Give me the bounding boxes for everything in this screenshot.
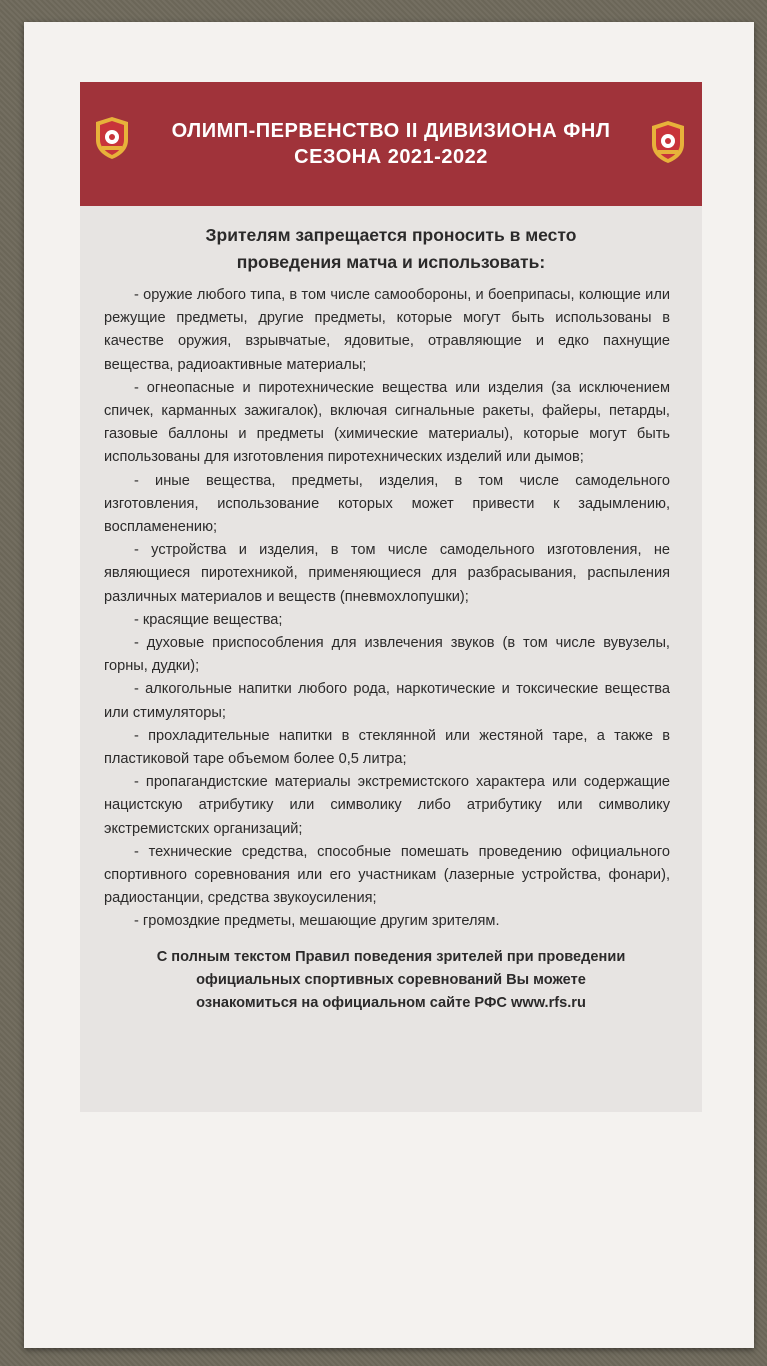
title-line-1: ОЛИМП-ПЕРВЕНСТВО II ДИВИЗИОНА ФНЛ bbox=[171, 120, 611, 142]
rules-panel bbox=[80, 82, 702, 1112]
list-item: - иные вещества, предметы, изделия, в том числе самодельного изготовления, использование которых может привести к задымлению, воспламенению; bbox=[104, 472, 670, 536]
section-heading bbox=[80, 222, 702, 276]
header-banner bbox=[80, 82, 702, 206]
page-title bbox=[151, 118, 631, 170]
list-item: - красящие вещества; bbox=[134, 611, 283, 628]
section-heading-line-1: Зрителям запрещается проносить в место bbox=[205, 225, 577, 245]
leaflet-card bbox=[24, 22, 754, 1348]
list-item: - устройства и изделия, в том числе самодельного изготовления, не являющиеся пиротехникой, применяющиеся для разбрасывания, распыления различных материалов и веществ (пневмохлопушки); bbox=[104, 542, 670, 605]
footer-line-1: С полным текстом Правил поведения зрителей при проведении bbox=[156, 948, 626, 965]
list-item: - алкогольные напитки любого рода, наркотические и токсические вещества или стимуляторы; bbox=[104, 681, 670, 721]
section-heading-line-2: проведения матча и использовать: bbox=[236, 252, 546, 272]
footer-note bbox=[80, 946, 702, 1015]
list-item: - технические средства, способные помешать проведению официального спортивного соревнования или его участникам (лазерные устройства, фонари), радиостанции, средства звукоусиления; bbox=[104, 843, 670, 907]
rules-content bbox=[80, 222, 702, 1015]
list-item: - прохладительные напитки в стеклянной или жестяной таре, а также в пластиковой таре объемом более 0,5 литра; bbox=[104, 727, 670, 768]
list-item: - огнеопасные и пиротехнические вещества или изделия (за исключением спичек, карманных зажигалок), включая сигнальные ракеты, файеры, петарды, газовые баллоны и предметы (химические материалы), которые могут быть использованы для изготовления пиротехнических изделий или дымов; bbox=[104, 379, 670, 466]
list-item: - оружие любого типа, в том числе самообороны, и боеприпасы, колющие или режущие предметы, другие предметы, которые могут быть использованы в качестве оружия, взрывчатые, ядовитые, отравляющие и едко пахнущие вещества, радиоактивные материалы; bbox=[104, 287, 670, 373]
prohibited-items-list bbox=[80, 284, 702, 934]
footer-line-3: ознакомиться на официальном сайте РФС www.rfs.ru bbox=[196, 994, 586, 1011]
title-line-2: СЕЗОНА 2021-2022 bbox=[294, 146, 488, 168]
league-emblem-icon bbox=[650, 120, 686, 164]
footer-line-2: официальных спортивных соревнований Вы можете bbox=[196, 971, 586, 988]
league-emblem-icon bbox=[94, 116, 130, 160]
list-item: - духовые приспособления для извлечения звуков (в том числе вувузелы, горны, дудки); bbox=[104, 635, 670, 675]
list-item: - пропагандистские материалы экстремистского характера или содержащие нацистскую атрибутику или символику либо атрибутику или символику экстремистских организаций; bbox=[104, 774, 670, 837]
list-item: - громоздкие предметы, мешающие другим зрителям. bbox=[134, 913, 500, 930]
